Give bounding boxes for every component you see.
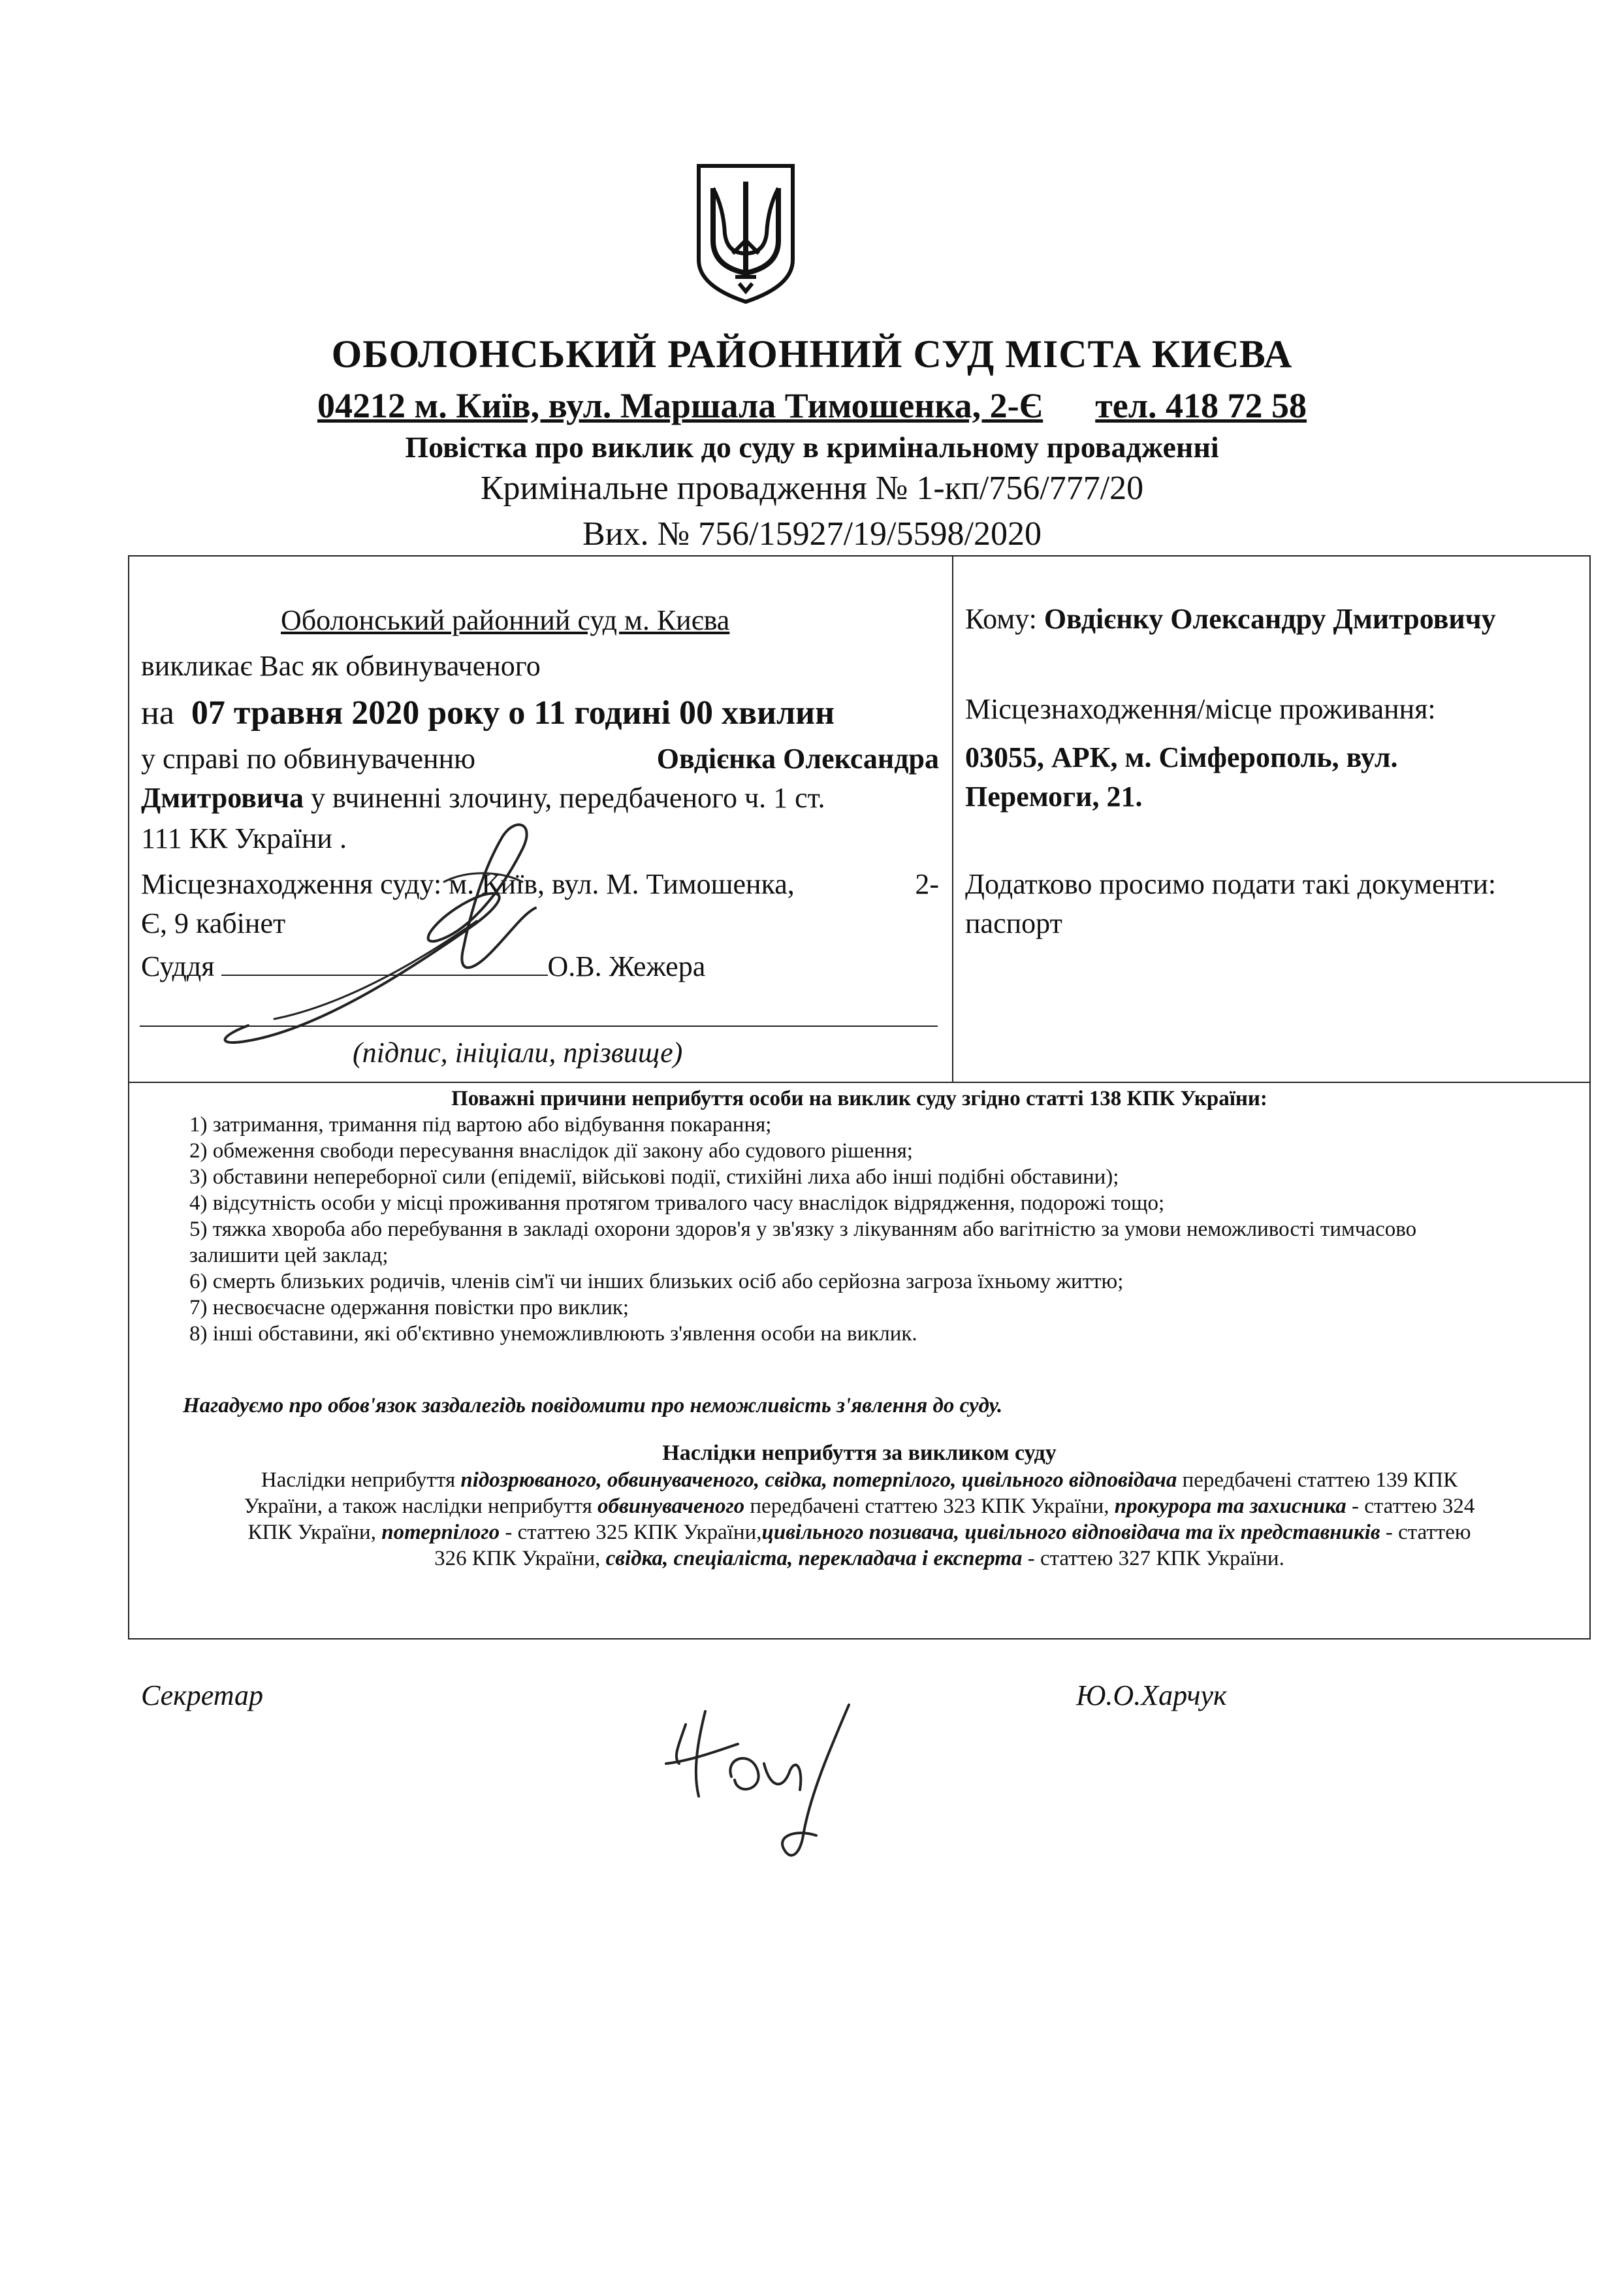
residence-address-line-2: Перемоги, 21. (965, 781, 1143, 813)
reason-item: 1) затримання, тримання під вартою або відбування покарання; (189, 1113, 772, 1137)
court-location-line-2: Є, 9 кабінет (141, 907, 286, 939)
case-line-3: 111 КК України . (141, 822, 347, 854)
trident-emblem-icon (693, 162, 798, 306)
reason-item: 2) обмеження свободи пересування внаслідок дії закону або судового рішення; (189, 1139, 913, 1163)
consequences-text: - статтею (1380, 1521, 1471, 1544)
consequences-text: 326 КПК України, (434, 1547, 606, 1570)
residence-address-line-1: 03055, АРК, м. Сімферополь, вул. (965, 741, 1398, 773)
consequences-emphasis: потерпілого (381, 1521, 500, 1544)
court-location-text: Місцезнаходження суду: м. Київ, вул. М. Тимошенка, (141, 868, 795, 900)
summoning-court: Оболонський районний суд м. Києва (281, 604, 730, 636)
accused-name-2: Дмитровича (141, 782, 304, 814)
consequences-title: Наслідки неприбуття за викликом суду (662, 1441, 1057, 1465)
consequences-text: Наслідки неприбуття (261, 1468, 461, 1492)
judge-signature-icon (196, 810, 562, 1052)
court-address: 04212 м. Київ, вул. Маршала Тимошенка, 2-Є (317, 386, 1043, 425)
column-divider (952, 555, 953, 1083)
reason-item: 8) інші обставини, які об'єктивно унеможливлюють з'явлення особи на виклик. (189, 1322, 917, 1346)
reason-item: 4) відсутність особи у місці проживання протягом тривалого часу внаслідок відрядження, подорожі тощо; (189, 1191, 1165, 1215)
consequences-line-4 (128, 1548, 1591, 1570)
document-title: Повістка про виклик до суду в кримінальному провадженні (405, 430, 1219, 464)
recipient-row (965, 605, 1496, 634)
consequences-emphasis: свідка, спеціаліста, перекладача і експерта (605, 1547, 1023, 1570)
case-text-2: у вчиненні злочину, передбаченого ч. 1 ст. (311, 782, 825, 814)
secretary-name: Ю.О.Харчук (1076, 1679, 1227, 1711)
documents-label: Додатково просимо подати такі документи: (965, 868, 1497, 900)
documents-value: паспорт (965, 907, 1062, 939)
consequences-line-2 (128, 1496, 1591, 1517)
court-title: ОБОЛОНСЬКИЙ РАЙОННИЙ СУД МІСТА КИЄВА (331, 332, 1293, 376)
consequences-emphasis: обвинуваченого (597, 1494, 745, 1518)
hearing-date-line (141, 696, 835, 730)
reason-item: 6) смерть близьких родичів, членів сім'ї чи інших близьких осіб або серйозна загроза їхньому життю; (189, 1270, 1124, 1293)
consequences-text: КПК України, (247, 1521, 382, 1544)
reason-item: залишити цей заклад; (189, 1244, 389, 1267)
accused-name-1: Овдієнка Олександра (656, 743, 939, 775)
case-line-2 (141, 784, 825, 813)
case-text-1: у справі по обвинуваченню (141, 743, 475, 775)
judge-name: О.В. Жежера (547, 950, 706, 982)
recipient-name: Овдієнку Олександру Дмитровичу (1043, 603, 1496, 635)
signature-caption: (підпис, ініціали, прізвище) (353, 1037, 683, 1069)
case-line-1 (141, 745, 939, 773)
secretary-label: Секретар (141, 1679, 264, 1711)
consequences-text: - статтею 327 КПК України. (1022, 1547, 1284, 1570)
reason-item: 7) несвоєчасне одержання повістки про виклик; (189, 1296, 629, 1319)
consequences-line-1 (128, 1470, 1591, 1491)
consequences-emphasis: прокурора та захисника (1114, 1494, 1346, 1518)
summons-text: викликає Вас як обвинуваченого (141, 650, 541, 682)
consequences-text: - статтею 324 (1346, 1494, 1475, 1518)
reason-item: 5) тяжка хвороба або перебування в закладі охорони здоров'я у зв'язку з лікуванням або вагітністю за умови неможливості тимчасово (189, 1218, 1417, 1241)
consequences-emphasis: підозрюваного, обвинуваченого, свідка, потерпілого, цивільного відповідача (460, 1468, 1177, 1492)
consequences-text: передбачені статтею 323 КПК України, (744, 1494, 1115, 1518)
residence-label: Місцезнаходження/місце проживання: (965, 693, 1436, 725)
court-phone: тел. 418 72 58 (1095, 386, 1307, 425)
consequences-emphasis: цивільного позивача, цивільного відповідача та їх представників (761, 1521, 1380, 1544)
court-location-tail: 2- (915, 868, 939, 900)
section-divider (128, 1082, 1591, 1083)
date-prefix: на (141, 694, 174, 732)
reminder-note: Нагадуємо про обов'язок заздалегідь повідомити про неможливість з'явлення до суду. (183, 1394, 1003, 1417)
proceeding-number: Кримінальне провадження № 1-кп/756/777/20 (480, 470, 1144, 507)
consequences-line-3 (128, 1522, 1591, 1543)
consequences-text: України, а також наслідки неприбуття (244, 1494, 598, 1518)
consequences-text: передбачені статтею 139 КПК (1177, 1468, 1458, 1492)
judge-label: Суддя (141, 950, 215, 982)
court-address-line (0, 385, 1624, 426)
outgoing-number: Вих. № 756/15927/19/5598/2020 (582, 515, 1042, 553)
secretary-signature-icon (660, 1698, 875, 1868)
hearing-date: 07 травня 2020 року о 11 годині 00 хвилин (191, 694, 835, 732)
reason-item: 3) обставини непереборної сили (епідемії, військові події, стихійні лиха або інші подібні обставини); (189, 1165, 1119, 1189)
consequences-text: - статтею 325 КПК України, (500, 1521, 762, 1544)
valid-reasons-title: Поважні причини неприбуття особи на виклик суду згідно статті 138 КПК України: (451, 1087, 1267, 1110)
recipient-label: Кому: (965, 603, 1037, 635)
